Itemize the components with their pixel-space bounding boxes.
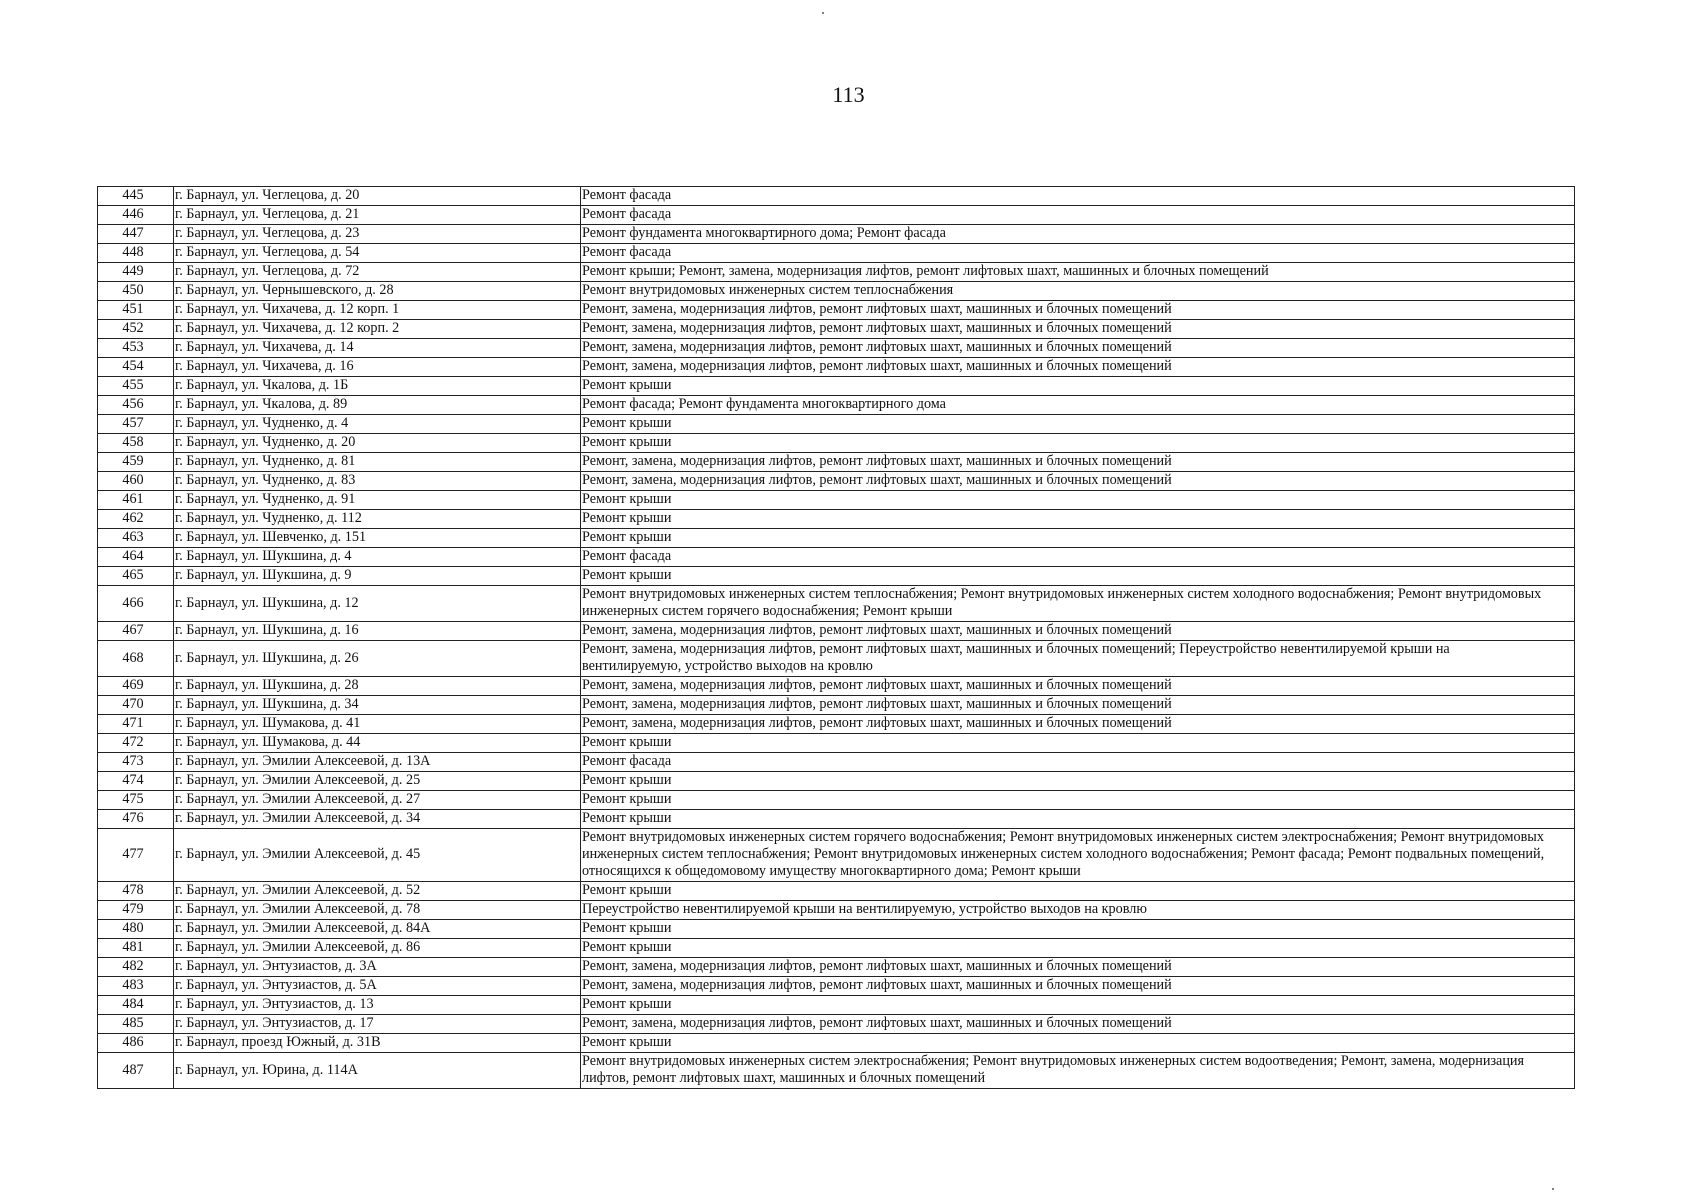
address-cell: г. Барнаул, ул. Шевченко, д. 151: [174, 529, 581, 548]
row-number-cell: 458: [98, 434, 174, 453]
address-cell: г. Барнаул, ул. Чкалова, д. 89: [174, 396, 581, 415]
table-row: [98, 529, 1575, 548]
table-row: [98, 377, 1575, 396]
table-row: [98, 791, 1575, 810]
table-row: [98, 958, 1575, 977]
work-type-cell: Ремонт, замена, модернизация лифтов, ремонт лифтовых шахт, машинных и блочных помещений: [581, 320, 1575, 339]
address-cell: г. Барнаул, ул. Эмилии Алексеевой, д. 13А: [174, 753, 581, 772]
address-cell: г. Барнаул, ул. Чихачева, д. 12 корп. 1: [174, 301, 581, 320]
row-number-cell: 471: [98, 715, 174, 734]
work-type-cell: Ремонт фасада: [581, 187, 1575, 206]
work-type-cell: Ремонт, замена, модернизация лифтов, ремонт лифтовых шахт, машинных и блочных помещений: [581, 453, 1575, 472]
address-cell: г. Барнаул, ул. Эмилии Алексеевой, д. 78: [174, 901, 581, 920]
row-number-cell: 468: [98, 641, 174, 677]
work-type-cell: Ремонт, замена, модернизация лифтов, ремонт лифтовых шахт, машинных и блочных помещений: [581, 622, 1575, 641]
row-number-cell: 463: [98, 529, 174, 548]
work-type-cell: Ремонт внутридомовых инженерных систем электроснабжения; Ремонт внутридомовых инженерных систем водоотведения; Ремонт, замена, модернизация лифтов, ремонт лифтовых шахт, машинных и блочных помещений: [581, 1053, 1575, 1089]
table-row: [98, 677, 1575, 696]
table-row: [98, 810, 1575, 829]
address-cell: г. Барнаул, ул. Энтузиастов, д. 13: [174, 996, 581, 1015]
work-type-cell: Ремонт фасада: [581, 753, 1575, 772]
address-cell: г. Барнаул, ул. Чудненко, д. 83: [174, 472, 581, 491]
work-type-cell: Ремонт внутридомовых инженерных систем горячего водоснабжения; Ремонт внутридомовых инженерных систем электроснабжения; Ремонт внутридомовых инженерных систем теплоснабжения; Ремонт внутридомовых инженерных систем холодного водоснабжения; Ремонт фасада; Ремонт подвальных помещений, относящихся к общедомовому имуществу многоквартирного дома; Ремонт крыши: [581, 829, 1575, 882]
row-number-cell: 453: [98, 339, 174, 358]
table-row: [98, 829, 1575, 882]
table-row: [98, 434, 1575, 453]
repair-register-table: [97, 186, 1575, 1089]
row-number-cell: 478: [98, 882, 174, 901]
row-number-cell: 459: [98, 453, 174, 472]
work-type-cell: Ремонт фасада: [581, 206, 1575, 225]
row-number-cell: 464: [98, 548, 174, 567]
work-type-cell: Ремонт крыши: [581, 939, 1575, 958]
table-row: [98, 415, 1575, 434]
row-number-cell: 470: [98, 696, 174, 715]
address-cell: г. Барнаул, ул. Чудненко, д. 4: [174, 415, 581, 434]
address-cell: г. Барнаул, ул. Чихачева, д. 12 корп. 2: [174, 320, 581, 339]
work-type-cell: Ремонт, замена, модернизация лифтов, ремонт лифтовых шахт, машинных и блочных помещений: [581, 715, 1575, 734]
table-row: [98, 396, 1575, 415]
work-type-cell: Ремонт крыши: [581, 920, 1575, 939]
address-cell: г. Барнаул, ул. Шумакова, д. 44: [174, 734, 581, 753]
work-type-cell: Ремонт, замена, модернизация лифтов, ремонт лифтовых шахт, машинных и блочных помещений: [581, 339, 1575, 358]
table-row: [98, 1053, 1575, 1089]
table-row: [98, 1015, 1575, 1034]
work-type-cell: Ремонт крыши: [581, 510, 1575, 529]
address-cell: г. Барнаул, ул. Чеглецова, д. 21: [174, 206, 581, 225]
address-cell: г. Барнаул, ул. Шукшина, д. 34: [174, 696, 581, 715]
table-row: [98, 715, 1575, 734]
work-type-cell: Ремонт фасада: [581, 244, 1575, 263]
address-cell: г. Барнаул, ул. Энтузиастов, д. 5А: [174, 977, 581, 996]
address-cell: г. Барнаул, ул. Энтузиастов, д. 3А: [174, 958, 581, 977]
table-row: [98, 734, 1575, 753]
work-type-cell: Ремонт крыши; Ремонт, замена, модернизация лифтов, ремонт лифтовых шахт, машинных и блочных помещений: [581, 263, 1575, 282]
table-row: [98, 622, 1575, 641]
table-row: [98, 187, 1575, 206]
work-type-cell: Ремонт крыши: [581, 567, 1575, 586]
row-number-cell: 445: [98, 187, 174, 206]
address-cell: г. Барнаул, ул. Чеглецова, д. 23: [174, 225, 581, 244]
address-cell: г. Барнаул, ул. Шукшина, д. 26: [174, 641, 581, 677]
row-number-cell: 466: [98, 586, 174, 622]
table-row: [98, 225, 1575, 244]
address-cell: г. Барнаул, ул. Чеглецова, д. 20: [174, 187, 581, 206]
work-type-cell: Ремонт крыши: [581, 491, 1575, 510]
work-type-cell: Ремонт внутридомовых инженерных систем теплоснабжения: [581, 282, 1575, 301]
address-cell: г. Барнаул, ул. Эмилии Алексеевой, д. 27: [174, 791, 581, 810]
address-cell: г. Барнаул, ул. Юрина, д. 114А: [174, 1053, 581, 1089]
row-number-cell: 462: [98, 510, 174, 529]
row-number-cell: 484: [98, 996, 174, 1015]
table-row: [98, 301, 1575, 320]
page-number: 113: [832, 82, 865, 107]
work-type-cell: Ремонт, замена, модернизация лифтов, ремонт лифтовых шахт, машинных и блочных помещений; Переустройство невентилируемой крыши на вентилируемую, устройство выходов на кровлю: [581, 641, 1575, 677]
address-cell: г. Барнаул, ул. Эмилии Алексеевой, д. 86: [174, 939, 581, 958]
table-row: [98, 320, 1575, 339]
row-number-cell: 486: [98, 1034, 174, 1053]
table-row: [98, 1034, 1575, 1053]
address-cell: г. Барнаул, ул. Чкалова, д. 1Б: [174, 377, 581, 396]
table-row: [98, 282, 1575, 301]
row-number-cell: 469: [98, 677, 174, 696]
row-number-cell: 448: [98, 244, 174, 263]
row-number-cell: 480: [98, 920, 174, 939]
work-type-cell: Ремонт крыши: [581, 791, 1575, 810]
work-type-cell: Ремонт фундамента многоквартирного дома; Ремонт фасада: [581, 225, 1575, 244]
address-cell: г. Барнаул, ул. Шукшина, д. 28: [174, 677, 581, 696]
table-row: [98, 567, 1575, 586]
address-cell: г. Барнаул, ул. Чернышевского, д. 28: [174, 282, 581, 301]
address-cell: г. Барнаул, ул. Эмилии Алексеевой, д. 45: [174, 829, 581, 882]
work-type-cell: Ремонт, замена, модернизация лифтов, ремонт лифтовых шахт, машинных и блочных помещений: [581, 358, 1575, 377]
row-number-cell: 455: [98, 377, 174, 396]
row-number-cell: 449: [98, 263, 174, 282]
table-row: [98, 206, 1575, 225]
work-type-cell: Ремонт крыши: [581, 734, 1575, 753]
work-type-cell: Ремонт крыши: [581, 377, 1575, 396]
row-number-cell: 476: [98, 810, 174, 829]
row-number-cell: 482: [98, 958, 174, 977]
row-number-cell: 473: [98, 753, 174, 772]
address-cell: г. Барнаул, ул. Эмилии Алексеевой, д. 84А: [174, 920, 581, 939]
row-number-cell: 467: [98, 622, 174, 641]
table-row: [98, 472, 1575, 491]
table-row: [98, 920, 1575, 939]
row-number-cell: 479: [98, 901, 174, 920]
work-type-cell: Ремонт, замена, модернизация лифтов, ремонт лифтовых шахт, машинных и блочных помещений: [581, 958, 1575, 977]
row-number-cell: 460: [98, 472, 174, 491]
table-row: [98, 996, 1575, 1015]
address-cell: г. Барнаул, ул. Шукшина, д. 4: [174, 548, 581, 567]
table-row: [98, 453, 1575, 472]
work-type-cell: Ремонт, замена, модернизация лифтов, ремонт лифтовых шахт, машинных и блочных помещений: [581, 1015, 1575, 1034]
address-cell: г. Барнаул, ул. Эмилии Алексеевой, д. 52: [174, 882, 581, 901]
row-number-cell: 474: [98, 772, 174, 791]
row-number-cell: 475: [98, 791, 174, 810]
row-number-cell: 452: [98, 320, 174, 339]
table-row: [98, 339, 1575, 358]
address-cell: г. Барнаул, ул. Шумакова, д. 41: [174, 715, 581, 734]
address-cell: г. Барнаул, ул. Чудненко, д. 112: [174, 510, 581, 529]
table-row: [98, 772, 1575, 791]
work-type-cell: Ремонт крыши: [581, 882, 1575, 901]
address-cell: г. Барнаул, ул. Энтузиастов, д. 17: [174, 1015, 581, 1034]
row-number-cell: 487: [98, 1053, 174, 1089]
address-cell: г. Барнаул, ул. Чудненко, д. 81: [174, 453, 581, 472]
work-type-cell: Ремонт крыши: [581, 529, 1575, 548]
work-type-cell: Ремонт, замена, модернизация лифтов, ремонт лифтовых шахт, машинных и блочных помещений: [581, 301, 1575, 320]
address-cell: г. Барнаул, ул. Чеглецова, д. 54: [174, 244, 581, 263]
work-type-cell: Ремонт крыши: [581, 772, 1575, 791]
row-number-cell: 454: [98, 358, 174, 377]
row-number-cell: 461: [98, 491, 174, 510]
row-number-cell: 481: [98, 939, 174, 958]
row-number-cell: 465: [98, 567, 174, 586]
table-row: [98, 548, 1575, 567]
work-type-cell: Переустройство невентилируемой крыши на вентилируемую, устройство выходов на кровлю: [581, 901, 1575, 920]
table-row: [98, 244, 1575, 263]
table-row: [98, 586, 1575, 622]
row-number-cell: 477: [98, 829, 174, 882]
address-cell: г. Барнаул, ул. Чудненко, д. 91: [174, 491, 581, 510]
address-cell: г. Барнаул, ул. Шукшина, д. 9: [174, 567, 581, 586]
work-type-cell: Ремонт внутридомовых инженерных систем теплоснабжения; Ремонт внутридомовых инженерных систем холодного водоснабжения; Ремонт внутридомовых инженерных систем горячего водоснабжения; Ремонт крыши: [581, 586, 1575, 622]
table-body: [98, 187, 1575, 1089]
work-type-cell: Ремонт крыши: [581, 1034, 1575, 1053]
address-cell: г. Барнаул, ул. Шукшина, д. 12: [174, 586, 581, 622]
table-row: [98, 641, 1575, 677]
address-cell: г. Барнаул, ул. Эмилии Алексеевой, д. 25: [174, 772, 581, 791]
work-type-cell: Ремонт крыши: [581, 810, 1575, 829]
row-number-cell: 483: [98, 977, 174, 996]
table-row: [98, 358, 1575, 377]
row-number-cell: 447: [98, 225, 174, 244]
work-type-cell: Ремонт крыши: [581, 996, 1575, 1015]
table-row: [98, 753, 1575, 772]
table-row: [98, 696, 1575, 715]
work-type-cell: Ремонт крыши: [581, 415, 1575, 434]
table-row: [98, 901, 1575, 920]
address-cell: г. Барнаул, ул. Шукшина, д. 16: [174, 622, 581, 641]
table-row: [98, 977, 1575, 996]
work-type-cell: Ремонт фасада: [581, 548, 1575, 567]
address-cell: г. Барнаул, ул. Чудненко, д. 20: [174, 434, 581, 453]
row-number-cell: 451: [98, 301, 174, 320]
work-type-cell: Ремонт крыши: [581, 434, 1575, 453]
address-cell: г. Барнаул, ул. Чихачева, д. 16: [174, 358, 581, 377]
scan-speck: [1552, 1188, 1554, 1190]
row-number-cell: 446: [98, 206, 174, 225]
row-number-cell: 457: [98, 415, 174, 434]
table-row: [98, 510, 1575, 529]
work-type-cell: Ремонт, замена, модернизация лифтов, ремонт лифтовых шахт, машинных и блочных помещений: [581, 677, 1575, 696]
address-cell: г. Барнаул, ул. Эмилии Алексеевой, д. 34: [174, 810, 581, 829]
row-number-cell: 485: [98, 1015, 174, 1034]
address-cell: г. Барнаул, ул. Чихачева, д. 14: [174, 339, 581, 358]
table-row: [98, 491, 1575, 510]
work-type-cell: Ремонт, замена, модернизация лифтов, ремонт лифтовых шахт, машинных и блочных помещений: [581, 472, 1575, 491]
row-number-cell: 450: [98, 282, 174, 301]
table-row: [98, 263, 1575, 282]
table-row: [98, 939, 1575, 958]
work-type-cell: Ремонт фасада; Ремонт фундамента многоквартирного дома: [581, 396, 1575, 415]
table-row: [98, 882, 1575, 901]
address-cell: г. Барнаул, ул. Чеглецова, д. 72: [174, 263, 581, 282]
work-type-cell: Ремонт, замена, модернизация лифтов, ремонт лифтовых шахт, машинных и блочных помещений: [581, 977, 1575, 996]
address-cell: г. Барнаул, проезд Южный, д. 31В: [174, 1034, 581, 1053]
scan-speck: [822, 12, 824, 14]
row-number-cell: 472: [98, 734, 174, 753]
work-type-cell: Ремонт, замена, модернизация лифтов, ремонт лифтовых шахт, машинных и блочных помещений: [581, 696, 1575, 715]
row-number-cell: 456: [98, 396, 174, 415]
